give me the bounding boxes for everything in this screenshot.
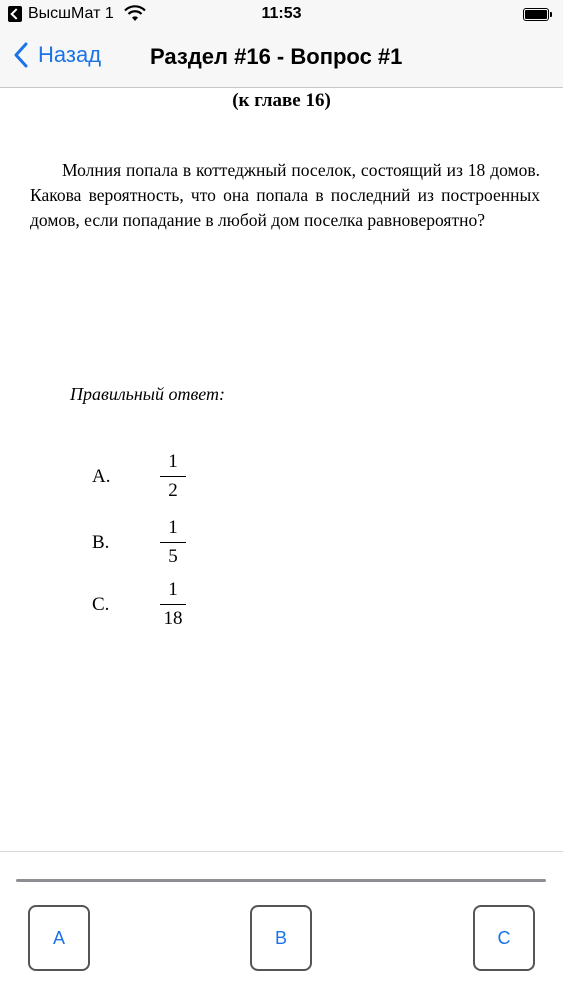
chapter-reference: (к главе 16) — [232, 90, 331, 111]
progress-track — [16, 879, 546, 882]
option-fraction — [160, 578, 186, 631]
option-fraction — [160, 450, 186, 503]
chevron-left-icon — [14, 42, 28, 68]
status-bar — [0, 0, 563, 30]
status-app-name[interactable]: ВысшМат 1 — [28, 5, 114, 22]
option-a — [92, 450, 292, 510]
fraction-denominator: 18 — [163, 608, 183, 629]
answer-button-c[interactable]: C — [473, 905, 535, 971]
battery-fill — [525, 10, 547, 19]
back-button-label: Назад — [38, 42, 102, 67]
status-time: 11:53 — [261, 5, 302, 22]
fraction-numerator: 1 — [168, 451, 178, 472]
navigation-bar — [0, 30, 563, 88]
back-button[interactable] — [14, 42, 101, 68]
option-b — [92, 516, 292, 576]
fraction-bar — [160, 476, 186, 477]
fraction-denominator: 2 — [168, 480, 178, 501]
fraction-denominator: 5 — [168, 546, 178, 567]
battery-icon — [523, 8, 549, 21]
option-letter: C. — [92, 594, 110, 615]
option-letter: A. — [92, 466, 111, 487]
option-c — [92, 578, 292, 638]
fraction-numerator: 1 — [168, 517, 178, 538]
question-text: Молния попала в коттеджный поселок, состоящий из 18 домов. Какова вероятность, что она попала в последний из построенных домов, если попадание в любой дом поселка равновероятно? — [30, 160, 540, 230]
fraction-bar — [160, 604, 186, 605]
answer-button-b[interactable]: B — [250, 905, 312, 971]
answer-heading: Правильный ответ: — [70, 384, 226, 404]
option-fraction — [160, 516, 186, 569]
answer-button-a[interactable]: A — [28, 905, 90, 971]
page-title: Раздел #16 - Вопрос #1 — [150, 44, 403, 69]
bottom-divider — [0, 851, 563, 852]
option-letter: B. — [92, 532, 110, 553]
fraction-numerator: 1 — [168, 579, 178, 600]
fraction-bar — [160, 542, 186, 543]
